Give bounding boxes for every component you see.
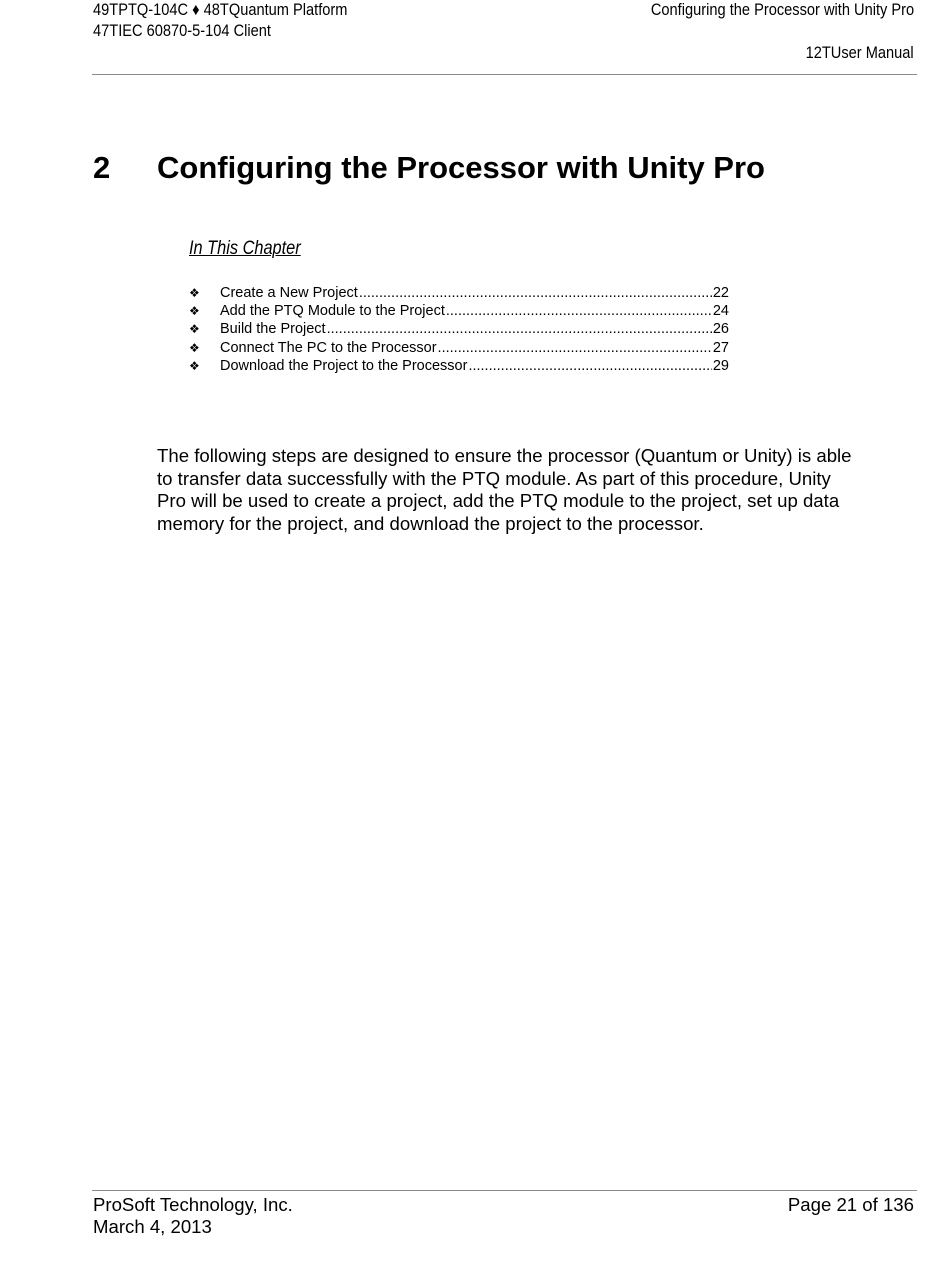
toc-leader-dots — [468, 357, 711, 375]
toc-leader-dots — [327, 320, 712, 338]
toc-heading: In This Chapter — [189, 238, 301, 259]
header-rule — [92, 74, 917, 75]
toc-item[interactable] — [189, 284, 729, 302]
footer-company: ProSoft Technology, Inc. — [93, 1194, 293, 1215]
toc-item-label[interactable]: Connect The PC to the Processor — [220, 339, 437, 356]
toc-item[interactable] — [189, 357, 729, 375]
chapter-title: Configuring the Processor with Unity Pro — [157, 150, 765, 185]
footer-date: March 4, 2013 — [93, 1216, 212, 1237]
header-manual-label: 12TUser Manual — [805, 43, 914, 62]
diamond-bullet-icon: ❖ — [189, 358, 200, 373]
toc-item-label[interactable]: Build the Project — [220, 321, 326, 338]
toc-item[interactable] — [189, 320, 729, 338]
intro-paragraph: The following steps are designed to ensure the processor (Quantum or Unity) is able to transfer data successfully with the PTQ module. As part of this procedure, Unity Pro will be used to create a project, add the PTQ module to the project, set up data memory for the project, and download the project to the processor. — [157, 445, 852, 534]
toc-leader-dots — [359, 284, 712, 302]
header-product-line2: 47TIEC 60870-5-104 Client — [93, 21, 271, 40]
toc-item-page[interactable]: 26 — [712, 321, 729, 338]
diamond-bullet-icon: ❖ — [189, 322, 200, 337]
header-section-title: Configuring the Processor with Unity Pro — [650, 0, 914, 19]
toc-item[interactable] — [189, 339, 729, 357]
diamond-bullet-icon: ❖ — [189, 286, 200, 300]
diamond-bullet-icon: ❖ — [189, 304, 200, 319]
toc-item-label[interactable]: Download the Project to the Processor — [220, 357, 468, 374]
footer-rule — [92, 1190, 917, 1191]
toc-item-label[interactable]: Create a New Project — [220, 285, 358, 301]
toc-item-page[interactable]: 24 — [712, 303, 729, 320]
toc-item-page[interactable]: 29 — [712, 357, 729, 374]
toc-leader-dots — [446, 302, 712, 320]
toc-item-page[interactable]: 27 — [712, 339, 729, 356]
toc-item-page[interactable]: 22 — [712, 285, 729, 301]
header-product-line1: 49TPTQ-104C ♦ 48TQuantum Platform — [93, 0, 348, 19]
toc-item[interactable] — [189, 302, 729, 320]
footer-page-number: Page 21 of 136 — [787, 1194, 914, 1215]
chapter-number: 2 — [93, 150, 111, 185]
toc-list — [189, 284, 729, 375]
toc-item-label[interactable]: Add the PTQ Module to the Project — [220, 303, 445, 320]
toc-leader-dots — [438, 339, 712, 357]
diamond-bullet-icon: ❖ — [189, 340, 200, 355]
